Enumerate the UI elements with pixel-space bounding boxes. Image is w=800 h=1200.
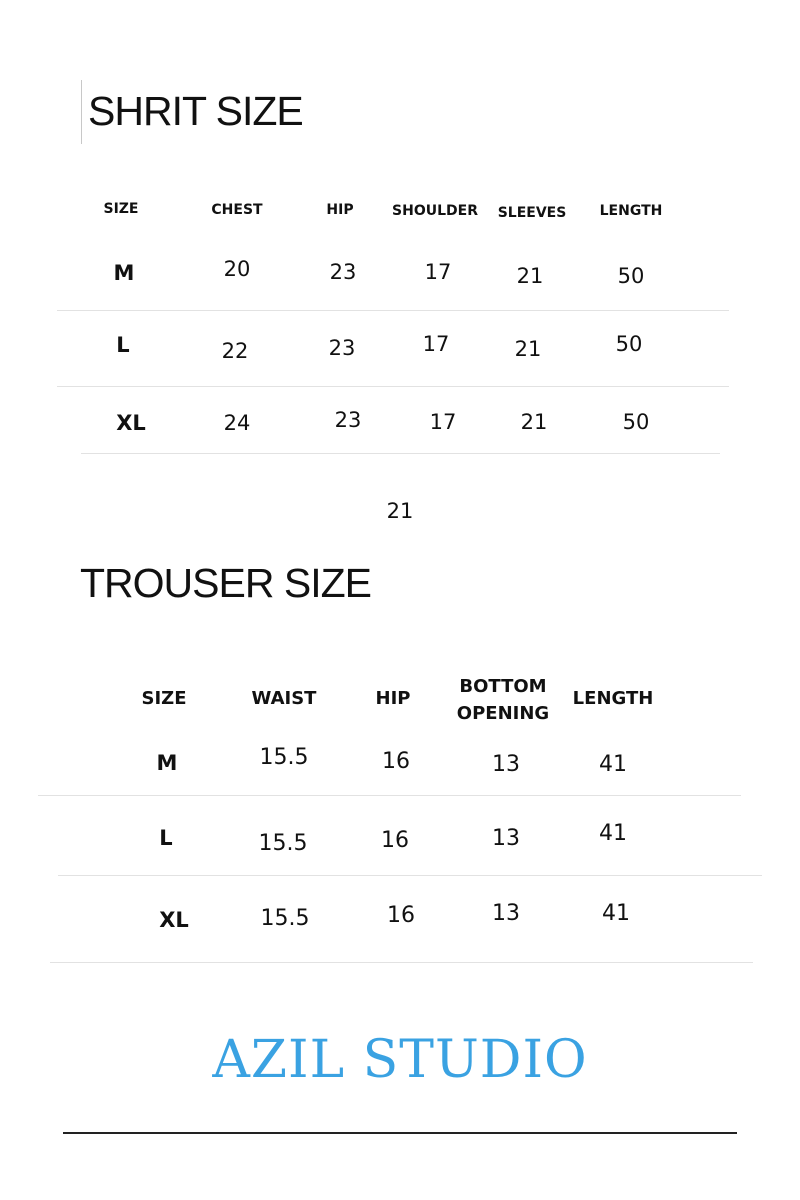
footer-divider (63, 1132, 737, 1134)
shirt-row-chest: 20 (223, 257, 251, 281)
brand-logo-text: AZIL STUDIO (212, 1030, 588, 1090)
shirt-row-hip: 23 (334, 408, 362, 432)
trouser-row-size: M (156, 751, 178, 775)
trouser-row-length: 41 (602, 901, 630, 926)
shirt-row-length: 50 (617, 264, 645, 288)
trouser-row-bottom: 13 (492, 752, 520, 777)
trouser-header-size: SIZE (141, 688, 187, 709)
text-cursor-bar (81, 80, 82, 144)
row-divider (57, 386, 729, 387)
shirt-row-size: M (113, 261, 135, 285)
trouser-row-hip: 16 (387, 903, 415, 928)
row-divider (50, 962, 753, 963)
shirt-row-chest: 24 (223, 411, 251, 435)
trouser-row-waist: 15.5 (260, 906, 310, 931)
trouser-row-waist: 15.5 (258, 831, 308, 856)
row-divider (58, 875, 762, 876)
trouser-header-opening: OPENING (456, 703, 550, 724)
shirt-row-size: L (116, 333, 130, 357)
trouser-header-bottom: BOTTOM (459, 676, 547, 697)
shirt-row-hip: 23 (329, 260, 357, 284)
shirt-header-shoulder: SHOULDER (392, 203, 478, 219)
shirt-row-sleeves: 21 (520, 410, 548, 434)
trouser-row-size: XL (159, 908, 189, 932)
shirt-row-size: XL (116, 411, 146, 435)
trouser-row-bottom: 13 (492, 826, 520, 851)
trouser-row-bottom: 13 (492, 901, 520, 926)
shirt-row-sleeves: 21 (514, 337, 542, 361)
shirt-row-shoulder: 17 (429, 410, 457, 434)
shirt-size-title: SHRIT SIZE (88, 88, 303, 134)
row-divider (81, 453, 720, 454)
shirt-header-length: LENGTH (599, 203, 663, 219)
trouser-row-hip: 16 (381, 828, 409, 853)
shirt-row-sleeves: 21 (516, 264, 544, 288)
row-divider (57, 310, 729, 311)
trouser-header-length: LENGTH (572, 688, 654, 709)
trouser-size-title: TROUSER SIZE (80, 560, 371, 606)
trouser-row-length: 41 (599, 752, 627, 777)
trouser-header-hip: HIP (375, 688, 411, 709)
row-divider (38, 795, 741, 796)
shirt-row-shoulder: 17 (422, 332, 450, 356)
trouser-row-length: 41 (599, 821, 627, 846)
shirt-header-chest: CHEST (211, 202, 263, 218)
shirt-header-hip: HIP (326, 202, 354, 218)
trouser-header-waist: WAIST (251, 688, 317, 709)
trouser-row-waist: 15.5 (259, 745, 309, 770)
shirt-row-length: 50 (615, 332, 643, 356)
stray-value: 21 (386, 499, 414, 523)
trouser-row-size: L (159, 826, 173, 850)
trouser-row-hip: 16 (382, 749, 410, 774)
shirt-row-shoulder: 17 (424, 260, 452, 284)
shirt-row-hip: 23 (328, 336, 356, 360)
shirt-header-size: SIZE (103, 201, 139, 217)
shirt-row-length: 50 (622, 410, 650, 434)
shirt-row-chest: 22 (221, 339, 249, 363)
shirt-header-sleeves: SLEEVES (497, 205, 567, 221)
